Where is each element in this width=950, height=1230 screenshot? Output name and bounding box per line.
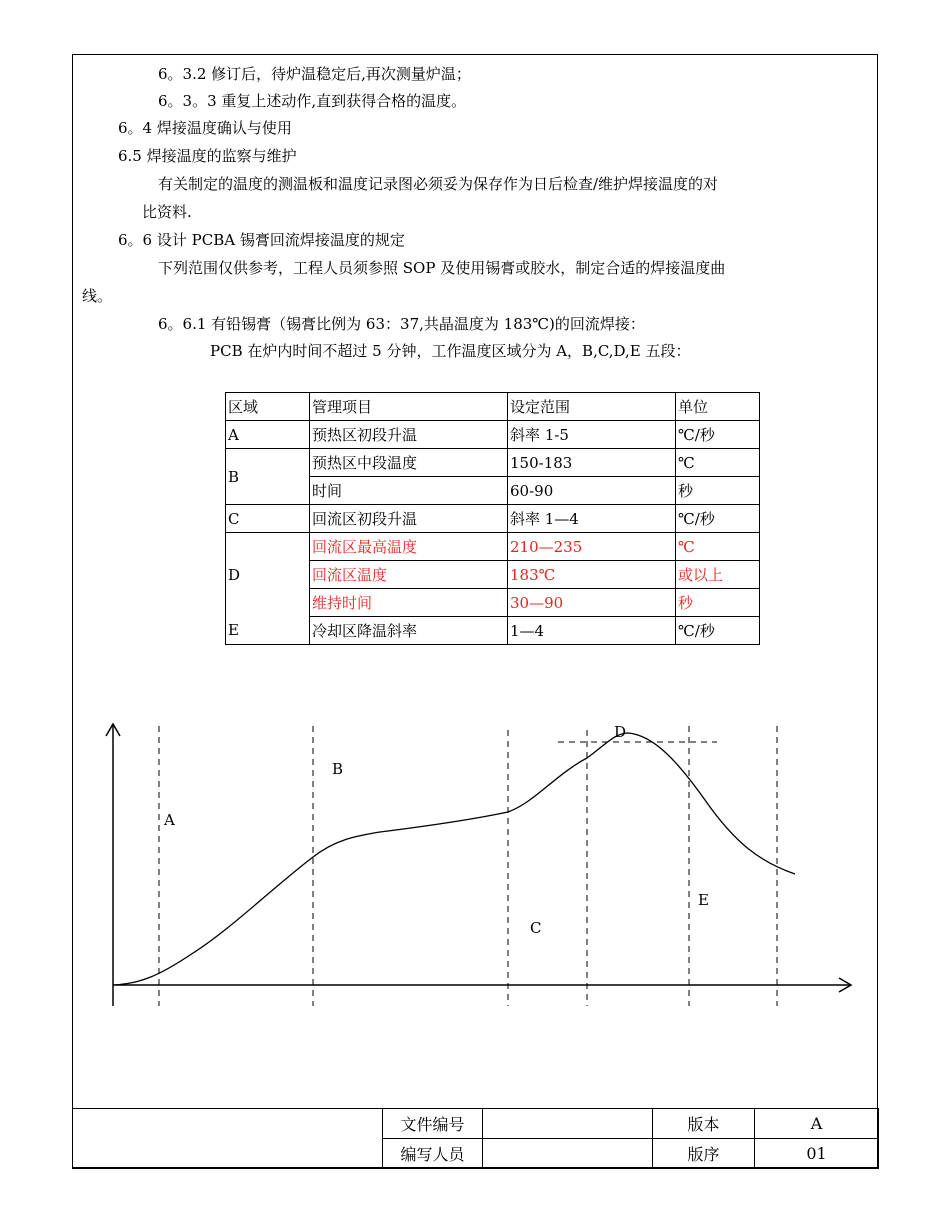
- item-cell: 冷却区降温斜率: [310, 617, 508, 645]
- range-cell: 30—90: [508, 589, 676, 617]
- document-footer: [72, 1108, 879, 1169]
- paragraph-6-3-2: 6。3.2 修订后，待炉温稳定后,再次测量炉温；: [158, 65, 471, 83]
- footer-blank: [73, 1109, 383, 1169]
- paragraph-6-6-line2: 线。: [82, 287, 113, 305]
- unit-cell: 秒: [676, 477, 760, 505]
- item-cell: 预热区中段温度: [310, 449, 508, 477]
- zone-label-a: A: [164, 811, 175, 829]
- item-cell: 回流区最高温度: [310, 533, 508, 561]
- zone-cell: B: [226, 449, 310, 505]
- item-cell: 回流区初段升温: [310, 505, 508, 533]
- zone-label-b: B: [332, 760, 344, 778]
- range-cell: 斜率 1-5: [508, 421, 676, 449]
- item-cell: 时间: [310, 477, 508, 505]
- header-zone: 区域: [226, 393, 310, 421]
- unit-cell: ℃/秒: [676, 505, 760, 533]
- paragraph-6-6-line1: 下列范围仅供参考，工程人员须参照 SOP 及使用锡膏或胶水，制定合适的焊接温度曲: [158, 259, 726, 277]
- zone-cell: A: [226, 421, 310, 449]
- author-label: 编写人员: [383, 1139, 483, 1169]
- header-item: 管理项目: [310, 393, 508, 421]
- file-number-value: [483, 1109, 653, 1139]
- header-unit: 单位: [676, 393, 760, 421]
- unit-cell: ℃/秒: [676, 421, 760, 449]
- unit-cell: ℃/秒: [676, 617, 760, 645]
- zone-cell: E: [226, 617, 310, 645]
- range-cell: 210—235: [508, 533, 676, 561]
- paragraph-pcb-zones: PCB 在炉内时间不超过 5 分钟，工作温度区域分为 A，B,C,D,E 五段：: [210, 342, 691, 360]
- unit-cell: ℃: [676, 449, 760, 477]
- range-cell: 斜率 1—4: [508, 505, 676, 533]
- paragraph-6-3-3: 6。3。3 重复上述动作,直到获得合格的温度。: [158, 92, 467, 110]
- unit-cell: 秒: [676, 589, 760, 617]
- sequence-label: 版序: [653, 1139, 755, 1169]
- zone-cell: D: [226, 533, 310, 617]
- zone-label-c: C: [530, 919, 542, 937]
- heading-6-5: 6.5 焊接温度的监察与维护: [118, 147, 297, 165]
- range-cell: 183℃: [508, 561, 676, 589]
- unit-cell: ℃: [676, 533, 760, 561]
- range-cell: 60-90: [508, 477, 676, 505]
- sequence-value: 01: [755, 1139, 879, 1169]
- header-range: 设定范围: [508, 393, 676, 421]
- item-cell: 回流区温度: [310, 561, 508, 589]
- temperature-curve: [113, 733, 795, 985]
- version-label: 版本: [653, 1109, 755, 1139]
- zone-label-d: D: [614, 723, 627, 741]
- paragraph-6-6-1: 6。6.1 有铅锡膏（锡膏比例为 63：37,共晶温度为 183℃)的回流焊接：: [158, 315, 645, 333]
- version-value: A: [755, 1109, 879, 1139]
- file-number-label: 文件编号: [383, 1109, 483, 1139]
- item-cell: 预热区初段升温: [310, 421, 508, 449]
- zone-separators: [159, 726, 777, 1006]
- range-cell: 1—4: [508, 617, 676, 645]
- paragraph-6-5-line2: 比资料.: [142, 203, 192, 221]
- zone-cell: C: [226, 505, 310, 533]
- item-cell: 维持时间: [310, 589, 508, 617]
- paragraph-6-5-line1: 有关制定的温度的测温板和温度记录图必须妥为保存作为日后检查/维护焊接温度的对: [158, 175, 719, 193]
- range-cell: 150-183: [508, 449, 676, 477]
- heading-6-4: 6。4 焊接温度确认与使用: [118, 119, 292, 137]
- unit-cell: 或以上: [676, 561, 760, 589]
- zone-label-e: E: [698, 891, 709, 909]
- author-value: [483, 1139, 653, 1169]
- heading-6-6: 6。6 设计 PCBA 锡膏回流焊接温度的规定: [118, 231, 405, 249]
